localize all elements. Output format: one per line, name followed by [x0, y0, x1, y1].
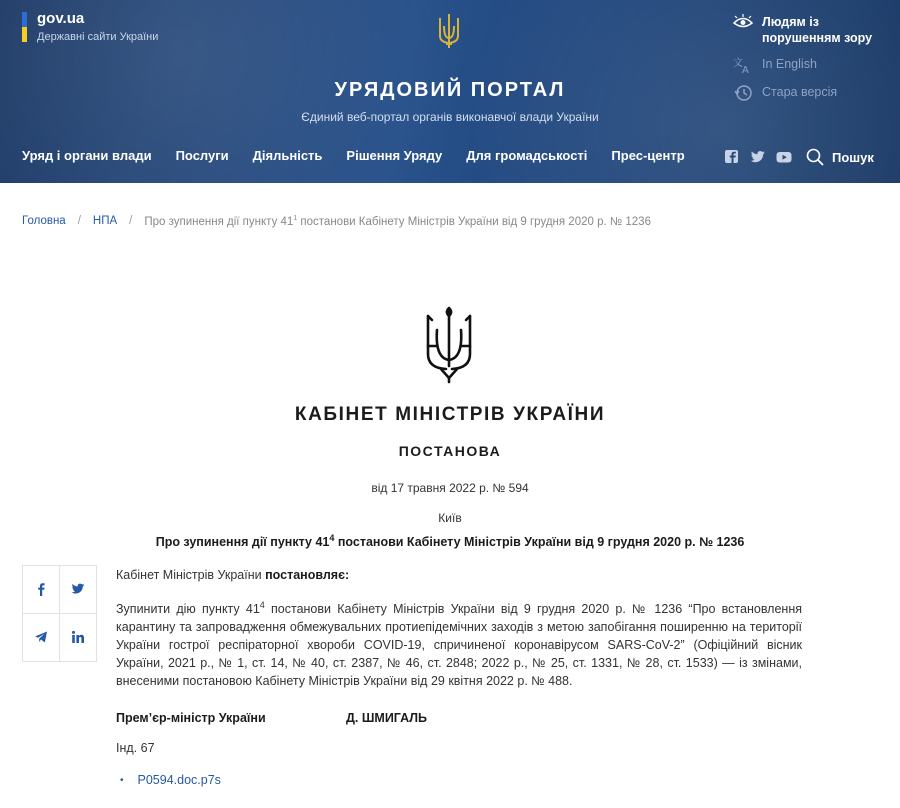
translate-icon	[732, 56, 754, 74]
resolution-paragraph: Зупинити дію пункту $41^4$ постанови Кабінету Міністрів України від 9 грудня 2020 р. № 1236 “Про встановлення карантину та запровадження обмежувальних протиепідемічних заходів з метою запобігання поширенню на території України гострої респіраторної хвороби COVID-19, спричиненої коронавірусом SARS-CoV-2” (Офіційний вісник України, 2021 р., № 1, ст. 14, № 40, ст. 2387, № 46, ст. 2848; 2022 р., № 25, ст. 1331, № 28, ст. 1533) — із змінами, внесеними постановою Кабінету Міністрів України від 29 квітня 2022 р. № 488.	[116, 600, 802, 689]
facebook-icon	[34, 582, 48, 596]
govua-subtitle: Державні сайти України	[37, 31, 159, 43]
breadcrumb-separator: /	[129, 215, 133, 227]
nav-item-public[interactable]: Для громадськості	[466, 148, 588, 163]
nav-item-decisions[interactable]: Рішення Уряду	[346, 148, 443, 163]
share-telegram-button[interactable]	[23, 614, 60, 662]
twitter-icon	[71, 582, 85, 596]
share-facebook-button[interactable]	[23, 566, 60, 614]
document-title: Про зупинення дії пункту $41^4$ постанови Кабінету Міністрів України від 9 грудня 2020 р. № 1236	[155, 533, 745, 550]
breadcrumb-home[interactable]: Головна	[22, 215, 66, 227]
accessibility-label: Людям із порушенням зору	[762, 15, 873, 45]
english-label: In English	[762, 57, 817, 71]
breadcrumb-npa[interactable]: НПА	[92, 215, 118, 227]
ukraine-flag-icon	[22, 12, 27, 42]
trident-emblem-icon[interactable]	[437, 12, 461, 50]
history-icon	[732, 84, 754, 102]
portal-title[interactable]: УРЯДОВИЙ ПОРТАЛ	[334, 79, 566, 101]
svg-text:A: A	[742, 65, 749, 74]
old-version-link[interactable]	[732, 84, 892, 102]
breadcrumb-separator: /	[77, 215, 81, 227]
twitter-icon[interactable]	[750, 150, 766, 164]
svg-text:文: 文	[733, 58, 743, 69]
document-type: ПОСТАНОВА	[398, 443, 502, 459]
accessibility-link[interactable]	[732, 14, 892, 46]
document-date: від 17 травня 2022 р. № 594	[371, 481, 529, 495]
signer-title: Прем’єр-міністр України	[116, 711, 266, 725]
search-icon	[806, 148, 824, 166]
organization-name: КАБІНЕТ МІНІСТРІВ УКРАЇНИ	[294, 404, 606, 425]
search-button[interactable]	[806, 148, 874, 166]
govua-name: gov.ua	[37, 10, 85, 27]
attachment-item	[120, 773, 221, 787]
header-utility-links	[732, 14, 892, 112]
breadcrumb	[22, 215, 651, 228]
portal-subtitle: Єдиний веб-портал органів виконавчої влади України	[301, 110, 599, 124]
nav-item-services[interactable]: Послуги	[175, 148, 229, 163]
signer-name: Д. ШМИГАЛЬ	[346, 711, 428, 725]
youtube-icon[interactable]	[776, 150, 792, 164]
document-city: Київ	[438, 511, 462, 525]
document-index: Інд. 67	[116, 741, 155, 755]
search-label: Пошук	[832, 149, 874, 165]
coat-of-arms-icon	[424, 306, 474, 384]
social-links	[724, 148, 874, 166]
list-bullet: •	[120, 774, 124, 786]
site-header	[0, 0, 900, 183]
nav-item-activity[interactable]: Діяльність	[252, 148, 323, 163]
share-linkedin-button[interactable]	[60, 614, 97, 662]
share-panel	[22, 565, 97, 662]
telegram-icon	[34, 630, 48, 644]
govua-logo[interactable]	[22, 10, 158, 43]
english-link[interactable]	[732, 56, 892, 74]
resolution-intro: Кабінет Міністрів України постановляє:	[116, 568, 350, 582]
linkedin-icon	[71, 630, 85, 644]
old-version-label: Стара версія	[762, 85, 838, 99]
eye-icon	[732, 14, 754, 32]
breadcrumb-current: Про зупинення дії пункту $41^1$ постанови Кабінету Міністрів України від 9 грудня 2020 р. № 1236	[144, 215, 651, 228]
main-nav	[22, 148, 709, 163]
nav-item-press[interactable]: Прес-центр	[611, 148, 685, 163]
share-twitter-button[interactable]	[60, 566, 97, 614]
attachment-link[interactable]: P0594.doc.p7s	[137, 773, 221, 787]
facebook-icon[interactable]	[724, 150, 740, 164]
nav-item-government[interactable]: Уряд і органи влади	[22, 148, 152, 163]
